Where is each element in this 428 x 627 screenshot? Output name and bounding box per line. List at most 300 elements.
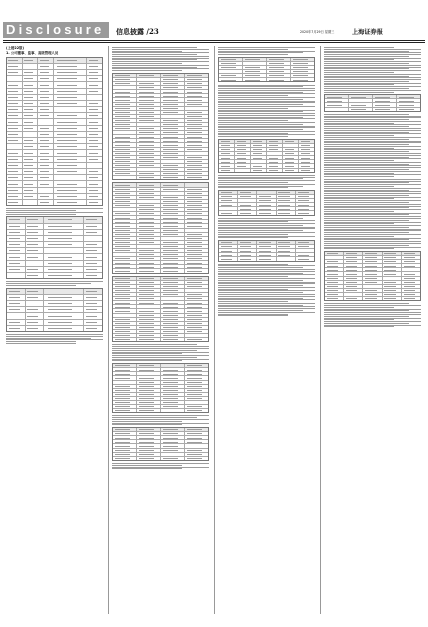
table-cell — [84, 261, 102, 266]
text-line — [324, 248, 394, 249]
table-cell — [113, 119, 137, 122]
table-cell — [299, 140, 314, 143]
text-line — [112, 68, 209, 69]
text-line — [324, 76, 409, 77]
table-cell — [23, 163, 39, 168]
table-cell — [291, 70, 314, 73]
text-line — [112, 352, 209, 353]
table-cell — [137, 305, 161, 308]
table-cell — [291, 62, 314, 65]
table-cell — [325, 260, 344, 263]
table-cell — [185, 123, 208, 126]
table-cell — [161, 405, 185, 408]
text-line — [218, 49, 288, 50]
table-cell — [219, 207, 238, 210]
text-line — [6, 336, 103, 337]
table-cell — [251, 169, 267, 172]
table-cell — [219, 66, 243, 69]
table-cell — [349, 103, 373, 106]
table-cell — [185, 309, 208, 312]
table-cell — [267, 169, 283, 172]
text-line — [324, 81, 409, 82]
table-cell — [161, 74, 185, 77]
table-cell — [113, 224, 137, 227]
table-cell — [185, 119, 208, 122]
text-line — [6, 212, 103, 213]
table-cell — [44, 326, 84, 331]
table-cell — [219, 241, 238, 244]
table-cell — [137, 94, 161, 97]
text-line — [324, 153, 421, 154]
table-cell — [161, 368, 185, 371]
table-cell — [38, 70, 54, 75]
table-cell — [137, 401, 161, 404]
table-cell — [7, 194, 23, 199]
table-cell — [283, 140, 299, 143]
table-cell — [325, 289, 344, 292]
table-cell — [26, 326, 45, 331]
table-cell — [243, 74, 267, 77]
table-cell — [161, 82, 185, 85]
table-cell — [44, 254, 84, 259]
table-cell — [277, 199, 296, 202]
table-cell — [235, 140, 251, 143]
table-cell — [235, 164, 251, 167]
text-line — [324, 117, 421, 118]
table-row — [7, 273, 102, 278]
table-cell — [161, 285, 185, 288]
table-cell — [7, 236, 26, 241]
table-cell — [344, 289, 363, 292]
table-row — [113, 269, 208, 272]
table-cell — [185, 172, 208, 175]
table-cell — [26, 313, 45, 318]
table-cell — [219, 245, 238, 248]
table-cell — [219, 152, 235, 155]
table-cell — [54, 175, 87, 180]
table-cell — [161, 453, 185, 456]
text-line — [112, 421, 182, 422]
text-line — [218, 133, 288, 134]
table-cell — [113, 220, 137, 223]
table-cell — [38, 169, 54, 174]
table-cell — [38, 163, 54, 168]
text-line — [324, 128, 421, 129]
table-cell — [113, 289, 137, 292]
table-cell — [185, 338, 208, 341]
text-line — [218, 86, 303, 87]
text-line — [218, 117, 303, 118]
table-cell — [7, 138, 23, 143]
text-line — [218, 115, 315, 116]
table-cell — [113, 94, 137, 97]
text-line — [218, 306, 315, 307]
table-cell — [325, 108, 349, 111]
table-cell — [161, 98, 185, 101]
table-cell — [344, 277, 363, 280]
table-cell — [402, 268, 420, 271]
table-cell — [283, 148, 299, 151]
text-line — [324, 56, 409, 57]
text-line — [112, 463, 209, 464]
table-cell — [7, 224, 26, 229]
table-cell — [137, 156, 161, 159]
table-cell — [87, 175, 102, 180]
table-cell — [161, 90, 185, 93]
table-cell — [137, 393, 161, 396]
table-cell — [161, 172, 185, 175]
table-cell — [363, 264, 382, 267]
table-cell — [363, 277, 382, 280]
text-line — [112, 52, 209, 53]
table-cell — [113, 257, 137, 260]
table-cell — [113, 368, 137, 371]
table-cell — [113, 457, 137, 460]
table-cell — [113, 82, 137, 85]
table-cell — [113, 338, 137, 341]
table-cell — [7, 301, 26, 306]
table-cell — [299, 169, 314, 172]
text-line — [218, 106, 315, 107]
table-cell — [238, 249, 257, 252]
table-cell — [44, 242, 84, 247]
text-line — [324, 312, 421, 313]
text-line — [112, 468, 182, 469]
table-cell — [84, 254, 102, 259]
data-table — [112, 276, 209, 343]
table-cell — [235, 152, 251, 155]
table-cell — [185, 164, 208, 167]
table-cell — [137, 281, 161, 284]
table-cell — [363, 268, 382, 271]
text-paragraph — [218, 47, 315, 55]
table-cell — [185, 428, 208, 431]
table-cell — [161, 326, 185, 329]
text-line — [324, 314, 421, 315]
table-cell — [383, 272, 402, 275]
table-cell — [87, 126, 102, 131]
table-cell — [161, 297, 185, 300]
table-cell — [185, 196, 208, 199]
text-line — [324, 195, 409, 196]
table-cell — [283, 160, 299, 163]
table-cell — [44, 236, 84, 241]
column-1 — [6, 46, 103, 614]
table-cell — [267, 164, 283, 167]
table-cell — [344, 260, 363, 263]
table-cell — [7, 58, 23, 63]
table-cell — [113, 440, 137, 443]
table-cell — [23, 194, 39, 199]
text-line — [218, 111, 303, 112]
table-cell — [113, 188, 137, 191]
table-cell — [44, 320, 84, 325]
table-cell — [54, 200, 87, 205]
table-cell — [137, 86, 161, 89]
table-cell — [113, 322, 137, 325]
table-cell — [54, 107, 87, 112]
table-cell — [402, 297, 420, 300]
table-cell — [161, 364, 185, 367]
table-cell — [161, 293, 185, 296]
table-cell — [87, 144, 102, 149]
table-cell — [23, 119, 39, 124]
table-cell — [7, 101, 23, 106]
table-cell — [137, 397, 161, 400]
table-cell — [113, 152, 137, 155]
table-row — [7, 200, 102, 205]
text-line — [112, 350, 197, 351]
data-table — [112, 73, 209, 180]
table-cell — [161, 229, 185, 232]
text-line — [324, 243, 421, 244]
table-cell — [161, 314, 185, 317]
table-cell — [84, 267, 102, 272]
table-cell — [325, 99, 349, 102]
table-cell — [113, 428, 137, 431]
table-cell — [87, 58, 102, 63]
table-cell — [7, 175, 23, 180]
text-line — [218, 299, 315, 300]
table-cell — [161, 111, 185, 114]
table-cell — [185, 381, 208, 384]
table-cell — [277, 207, 296, 210]
text-line — [112, 360, 182, 361]
text-line — [218, 283, 315, 284]
table-cell — [363, 281, 382, 284]
table-cell — [137, 293, 161, 296]
table-cell — [185, 111, 208, 114]
table-cell — [137, 265, 161, 268]
table-cell — [7, 261, 26, 266]
table-cell — [257, 203, 276, 206]
text-line — [324, 155, 421, 156]
table-cell — [363, 252, 382, 255]
table-cell — [161, 139, 185, 142]
table-cell — [137, 436, 161, 439]
table-cell — [185, 148, 208, 151]
table-cell — [26, 248, 45, 253]
table-cell — [38, 76, 54, 81]
table-cell — [161, 115, 185, 118]
table-cell — [38, 181, 54, 186]
table-cell — [44, 273, 84, 278]
table-cell — [185, 103, 208, 106]
masthead-rule — [3, 40, 425, 41]
text-line — [6, 281, 103, 282]
table-cell — [137, 253, 161, 256]
table-cell — [161, 428, 185, 431]
table-cell — [161, 176, 185, 179]
table-cell — [185, 192, 208, 195]
table-cell — [87, 194, 102, 199]
table-cell — [137, 107, 161, 110]
data-table — [6, 57, 103, 207]
table-cell — [113, 98, 137, 101]
text-line — [6, 283, 91, 284]
table-cell — [44, 267, 84, 272]
table-cell — [397, 103, 420, 106]
table-cell — [7, 107, 23, 112]
table-cell — [185, 277, 208, 280]
table-cell — [113, 176, 137, 179]
text-line — [324, 230, 421, 231]
table-cell — [161, 135, 185, 138]
table-cell — [238, 207, 257, 210]
text-line — [324, 58, 421, 59]
table-cell — [299, 156, 314, 159]
text-line — [324, 236, 394, 237]
text-line — [218, 187, 288, 188]
table-cell — [87, 95, 102, 100]
table-cell — [26, 254, 45, 259]
table-cell — [54, 157, 87, 162]
text-line — [218, 47, 315, 48]
text-line — [324, 326, 394, 327]
table-cell — [7, 150, 23, 155]
table-cell — [383, 268, 402, 271]
table-cell — [185, 289, 208, 292]
table-cell — [251, 164, 267, 167]
table-cell — [161, 301, 185, 304]
table-cell — [44, 301, 84, 306]
table-cell — [238, 199, 257, 202]
table-cell — [87, 169, 102, 174]
table-cell — [383, 297, 402, 300]
text-line — [218, 285, 303, 286]
table-cell — [54, 138, 87, 143]
table-cell — [277, 257, 296, 260]
table-cell — [54, 89, 87, 94]
text-line — [218, 54, 288, 55]
table-cell — [26, 236, 45, 241]
table-cell — [113, 123, 137, 126]
table-cell — [113, 208, 137, 211]
table-cell — [137, 196, 161, 199]
table-cell — [38, 157, 54, 162]
table-cell — [251, 160, 267, 163]
text-line — [218, 177, 315, 178]
text-line — [324, 209, 421, 210]
text-line — [6, 214, 76, 215]
table-cell — [54, 132, 87, 137]
table-cell — [38, 175, 54, 180]
table-cell — [161, 261, 185, 264]
table-cell — [113, 135, 137, 138]
table-cell — [161, 188, 185, 191]
table-cell — [44, 313, 84, 318]
table-cell — [161, 183, 185, 186]
table-cell — [54, 70, 87, 75]
table-cell — [383, 252, 402, 255]
table-cell — [113, 131, 137, 134]
text-line — [112, 65, 209, 66]
table-cell — [44, 261, 84, 266]
table-cell — [113, 148, 137, 151]
text-line — [218, 225, 303, 226]
table-cell — [84, 289, 102, 294]
table-cell — [299, 160, 314, 163]
table-cell — [113, 269, 137, 272]
text-line — [324, 223, 394, 224]
table-cell — [7, 126, 23, 131]
table-cell — [113, 78, 137, 81]
table-cell — [283, 152, 299, 155]
table-cell — [113, 192, 137, 195]
table-cell — [185, 127, 208, 130]
table-cell — [402, 285, 420, 288]
table-cell — [161, 249, 185, 252]
table-cell — [185, 168, 208, 171]
text-line — [324, 207, 409, 208]
table-cell — [383, 293, 402, 296]
table-cell — [87, 89, 102, 94]
table-cell — [137, 224, 161, 227]
text-line — [324, 88, 409, 89]
table-cell — [267, 58, 291, 61]
text-line — [218, 278, 315, 279]
table-cell — [185, 453, 208, 456]
text-line — [6, 338, 91, 339]
table-cell — [277, 253, 296, 256]
table-cell — [185, 432, 208, 435]
text-line — [218, 315, 288, 316]
table-cell — [161, 409, 185, 412]
text-line — [112, 357, 197, 358]
table-cell — [291, 78, 314, 81]
text-line — [218, 186, 303, 187]
table-cell — [113, 285, 137, 288]
text-line — [218, 267, 303, 268]
table-cell — [185, 224, 208, 227]
table-cell — [7, 188, 23, 193]
table-cell — [137, 135, 161, 138]
text-line — [324, 63, 409, 64]
table-cell — [373, 108, 397, 111]
text-line — [218, 134, 315, 135]
text-line — [324, 171, 421, 172]
text-line — [218, 95, 288, 96]
text-line — [218, 131, 315, 132]
text-line — [218, 122, 315, 123]
text-line — [218, 175, 315, 176]
text-line — [324, 169, 409, 170]
table-cell — [26, 289, 45, 294]
table-cell — [113, 237, 137, 240]
text-line — [324, 84, 394, 85]
table-cell — [185, 152, 208, 155]
table-cell — [267, 148, 283, 151]
table-cell — [137, 405, 161, 408]
text-line — [218, 308, 315, 309]
table-cell — [277, 195, 296, 198]
table-cell — [84, 248, 102, 253]
table-cell — [137, 318, 161, 321]
table-cell — [161, 204, 185, 207]
table-cell — [137, 257, 161, 260]
text-line — [324, 51, 409, 52]
table-cell — [257, 257, 276, 260]
table-cell — [113, 103, 137, 106]
text-line — [218, 273, 303, 274]
table-cell — [113, 405, 137, 408]
text-line — [218, 126, 315, 127]
table-cell — [44, 248, 84, 253]
table-cell — [296, 253, 314, 256]
table-cell — [113, 261, 137, 264]
text-line — [324, 220, 409, 221]
table-cell — [251, 148, 267, 151]
